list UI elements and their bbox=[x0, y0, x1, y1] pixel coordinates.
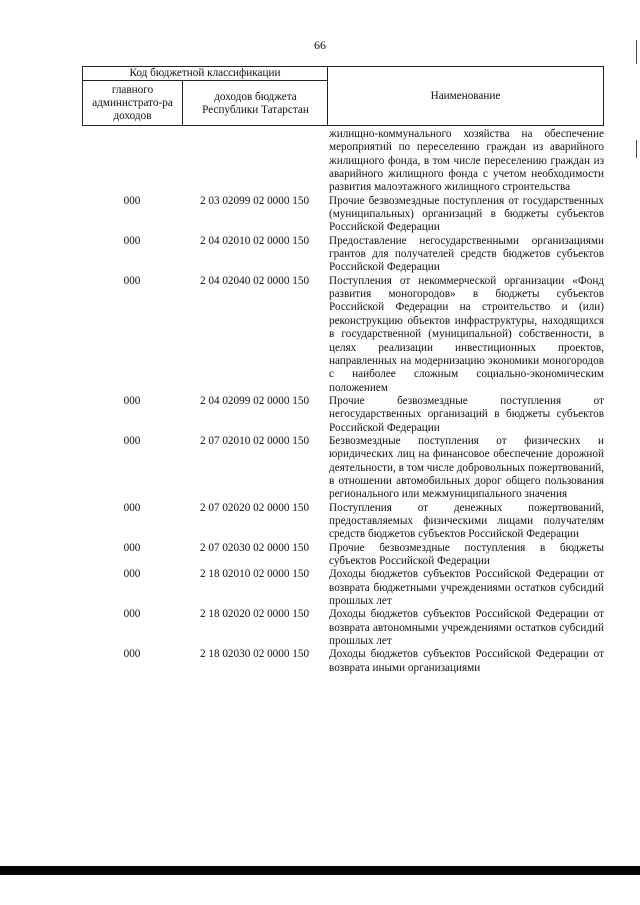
row-admin-code: 000 bbox=[123, 194, 141, 207]
row-income-code: 2 04 02040 02 0000 150 bbox=[199, 274, 310, 287]
row-name: Доходы бюджетов субъектов Российской Федерации от возврата автономными учреждениями остатков субсидий прошлых лет bbox=[329, 608, 604, 648]
row-name: Безвозмездные поступления от физических и юридических лиц на финансовое обеспечение дорожной деятельности, в том числе добровольных пожертвований, в отношении автомобильных дорог общего пользования регионального или межмуниципального значения bbox=[329, 434, 604, 501]
scan-bottom-edge bbox=[0, 866, 640, 875]
table-row bbox=[82, 128, 604, 195]
row-income-code: 2 07 02030 02 0000 150 bbox=[199, 541, 310, 554]
table-body bbox=[82, 128, 604, 675]
table-row bbox=[82, 542, 604, 569]
row-income-code: 2 04 02010 02 0000 150 bbox=[199, 234, 310, 247]
row-admin-code: 000 bbox=[123, 568, 141, 581]
table-row bbox=[82, 502, 604, 542]
row-name: Прочие безвозмездные поступления в бюджеты субъектов Российской Федерации bbox=[329, 541, 604, 567]
header-col-name: Наименование bbox=[430, 89, 501, 102]
row-admin-code: 000 bbox=[123, 608, 141, 621]
row-admin-code: 000 bbox=[123, 394, 141, 407]
table-row bbox=[82, 568, 604, 608]
table-row bbox=[82, 435, 604, 502]
row-name: Прочие безвозмездные поступления от негосударственных организаций в бюджеты субъектов Российской Федерации bbox=[329, 394, 604, 434]
table-row bbox=[82, 648, 604, 675]
row-name: Доходы бюджетов субъектов Российской Федерации от возврата иными организациями bbox=[329, 648, 604, 674]
row-name: Доходы бюджетов субъектов Российской Федерации от возврата бюджетными учреждениями остатков субсидий прошлых лет bbox=[329, 568, 604, 608]
header-code-title: Код бюджетной классификации bbox=[83, 67, 327, 81]
row-income-code bbox=[182, 128, 327, 195]
page-number: 66 bbox=[314, 38, 326, 52]
row-name: жилищно-коммунального хозяйства на обеспечение мероприятий по переселению граждан из аварийного жилищного фонда, в том числе переселению граждан из аварийного жилищного фонда с учетом необходимости развития малоэтажного жилищного строительства bbox=[329, 128, 604, 194]
row-admin-code: 000 bbox=[123, 501, 141, 514]
row-name: Поступления от некоммерческой организации «Фонд развития моногородов» в бюджеты субъектов Российской Федерации на строительство и (или) реконструкцию объектов инфраструктуры, находящихся в государственной (муниципальной) собственности, в целях реализации инвестиционных проектов, направленных на модернизацию экономики моногородов с наиболее сложным социально-экономическим положением bbox=[329, 274, 604, 394]
row-name: Прочие безвозмездные поступления от государственных (муниципальных) организаций в бюджеты субъектов Российской Федерации bbox=[329, 194, 604, 234]
scan-margin-mark bbox=[636, 140, 637, 158]
row-name: Предоставление негосударственными организациями грантов для получателей средств бюджетов субъектов Российской Федерации bbox=[329, 234, 604, 274]
row-income-code: 2 18 02010 02 0000 150 bbox=[199, 568, 310, 581]
row-income-code: 2 18 02030 02 0000 150 bbox=[199, 648, 310, 661]
row-income-code: 2 18 02020 02 0000 150 bbox=[199, 608, 310, 621]
row-name: Поступления от денежных пожертвований, предоставляемых физическими лицами получателям средств бюджетов субъектов Российской Федерации bbox=[329, 501, 604, 541]
table-row bbox=[82, 608, 604, 648]
header-col-income: доходов бюджета Республики Татарстан bbox=[202, 90, 309, 116]
row-admin-code: 000 bbox=[123, 648, 141, 661]
table-row bbox=[82, 195, 604, 235]
row-admin-code: 000 bbox=[123, 434, 141, 447]
scan-margin-mark bbox=[636, 40, 637, 64]
row-income-code: 2 07 02020 02 0000 150 bbox=[199, 501, 310, 514]
row-income-code: 2 04 02099 02 0000 150 bbox=[199, 394, 310, 407]
row-admin-code bbox=[82, 128, 182, 195]
table-row bbox=[82, 395, 604, 435]
header-col-admin: главного администрато-ра доходов bbox=[83, 81, 183, 126]
row-admin-code: 000 bbox=[123, 274, 141, 287]
row-admin-code: 000 bbox=[123, 541, 141, 554]
header-code-group bbox=[83, 67, 328, 125]
row-income-code: 2 07 02010 02 0000 150 bbox=[199, 434, 310, 447]
table-row bbox=[82, 275, 604, 395]
row-income-code: 2 03 02099 02 0000 150 bbox=[199, 194, 310, 207]
table-row bbox=[82, 235, 604, 275]
table-header bbox=[82, 66, 604, 126]
row-admin-code: 000 bbox=[123, 234, 141, 247]
